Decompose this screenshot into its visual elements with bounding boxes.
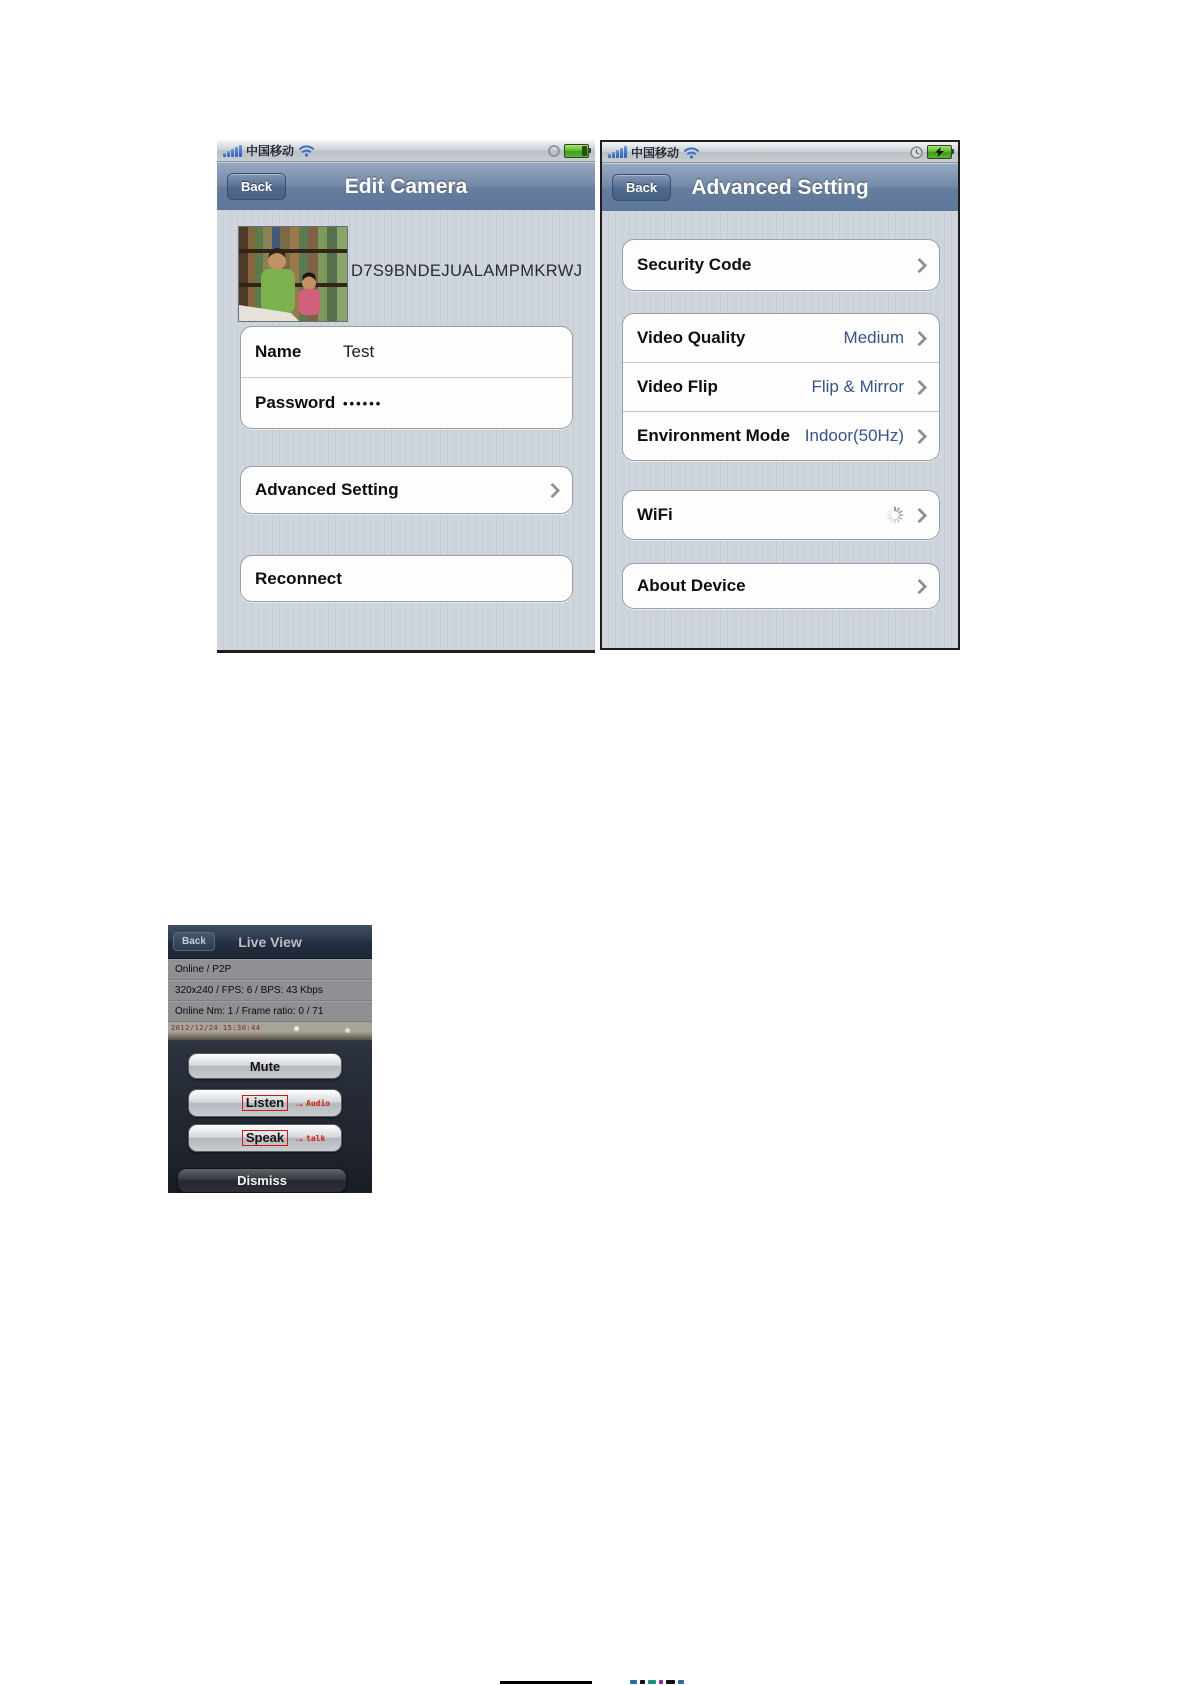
- page-title: Live View: [238, 933, 302, 950]
- stream-status-panel: [168, 959, 372, 1022]
- back-button[interactable]: Back: [227, 173, 286, 200]
- listen-button[interactable]: [188, 1089, 342, 1117]
- talk-annotation-text: talk: [306, 1133, 326, 1143]
- video-flip-row[interactable]: [623, 362, 939, 411]
- video-quality-value: Medium: [843, 328, 904, 347]
- dismiss-button[interactable]: Dismiss: [177, 1168, 347, 1193]
- red-arrow-icon: →: [293, 1131, 305, 1145]
- battery-icon: [564, 144, 589, 158]
- carrier-label: 中国移动: [246, 144, 295, 158]
- environment-mode-value: Indoor(50Hz): [804, 426, 904, 445]
- security-code-label: Security Code: [637, 255, 752, 274]
- device-id-text: D7S9BNDEJUALAMPMKRWJ: [351, 262, 583, 280]
- red-arrow-icon: →: [293, 1096, 305, 1110]
- security-code-card: [622, 239, 940, 291]
- video-quality-label: Video Quality: [637, 328, 746, 347]
- live-view-screenshot: [168, 925, 372, 1193]
- speak-annotation: [293, 1132, 325, 1144]
- carrier-label: 中国移动: [631, 145, 680, 160]
- page-bottom-rule: [500, 1681, 592, 1684]
- back-button[interactable]: Back: [612, 174, 671, 201]
- chevron-right-icon: [912, 578, 928, 594]
- password-field-row[interactable]: [241, 377, 572, 428]
- advanced-setting-label: Advanced Setting: [255, 480, 399, 499]
- video-timestamp: 2012/12/24 15:30:44: [171, 1024, 261, 1032]
- wifi-card: [622, 490, 940, 540]
- chevron-right-icon: [912, 379, 928, 395]
- stream-stats-line: 320x240 / FPS: 6 / BPS: 43 Kbps: [168, 980, 372, 1001]
- speak-annotation-box: Speak: [242, 1130, 288, 1147]
- edit-camera-content: [217, 210, 595, 650]
- battery-charging-icon: [927, 145, 952, 159]
- security-code-row[interactable]: [623, 240, 939, 290]
- chevron-right-icon: [545, 482, 561, 498]
- orientation-lock-icon: [548, 145, 560, 157]
- about-device-card: [622, 563, 940, 609]
- password-value-masked[interactable]: ••••••: [343, 395, 383, 411]
- environment-mode-row[interactable]: [623, 411, 939, 460]
- connection-status-line: Online / P2P: [168, 959, 372, 980]
- viewer-stats-line: Online Nm: 1 / Frame ratio: 0 / 71: [168, 1001, 372, 1022]
- chevron-right-icon: [912, 330, 928, 346]
- status-bar: [217, 140, 595, 162]
- loading-spinner-icon: [886, 506, 904, 524]
- advanced-setting-card: [240, 466, 573, 514]
- reconnect-row[interactable]: [241, 556, 572, 601]
- speak-button[interactable]: [188, 1124, 342, 1152]
- name-label: Name: [255, 342, 302, 361]
- video-flip-label: Video Flip: [637, 377, 718, 396]
- chevron-right-icon: [912, 428, 928, 444]
- live-view-navigation-bar: [168, 925, 372, 959]
- advanced-setting-screenshot: [600, 140, 960, 650]
- camera-credentials-card: [240, 326, 573, 429]
- about-device-row[interactable]: [623, 564, 939, 608]
- environment-mode-label: Environment Mode: [637, 426, 791, 445]
- signal-strength-icon: [608, 146, 627, 158]
- about-device-label: About Device: [637, 576, 746, 595]
- listen-annotation: [293, 1097, 330, 1109]
- signal-strength-icon: [223, 145, 242, 157]
- clipped-text-fragment: [630, 1680, 684, 1685]
- chevron-right-icon: [912, 507, 928, 523]
- wifi-label: WiFi: [637, 505, 673, 524]
- video-quality-row[interactable]: [623, 314, 939, 362]
- video-settings-card: [622, 313, 940, 461]
- chevron-right-icon: [912, 257, 928, 273]
- audio-annotation-text: Audio: [306, 1098, 331, 1108]
- navigation-bar: [602, 163, 958, 213]
- name-field-row[interactable]: [241, 327, 572, 377]
- reconnect-card: [240, 555, 573, 602]
- reconnect-label: Reconnect: [255, 568, 342, 588]
- page-title: Advanced Setting: [691, 175, 869, 199]
- wifi-icon: [298, 144, 315, 157]
- advanced-setting-row[interactable]: [241, 467, 572, 513]
- status-bar: [602, 142, 958, 163]
- advanced-setting-content: [602, 211, 958, 648]
- navigation-bar: [217, 162, 595, 212]
- page-title: Edit Camera: [344, 174, 468, 198]
- camera-snapshot-thumbnail: [238, 226, 348, 322]
- alarm-clock-icon: [910, 146, 923, 159]
- mute-button[interactable]: Mute: [188, 1053, 342, 1079]
- name-value[interactable]: Test: [343, 342, 375, 361]
- audio-action-sheet: [168, 1040, 372, 1193]
- edit-camera-screenshot: [217, 140, 595, 653]
- video-flip-value: Flip & Mirror: [811, 377, 904, 396]
- wifi-icon: [683, 146, 700, 159]
- password-label: Password: [255, 393, 336, 412]
- listen-annotation-box: Listen: [242, 1095, 288, 1112]
- wifi-row[interactable]: [623, 491, 939, 539]
- back-button[interactable]: Back: [173, 932, 215, 951]
